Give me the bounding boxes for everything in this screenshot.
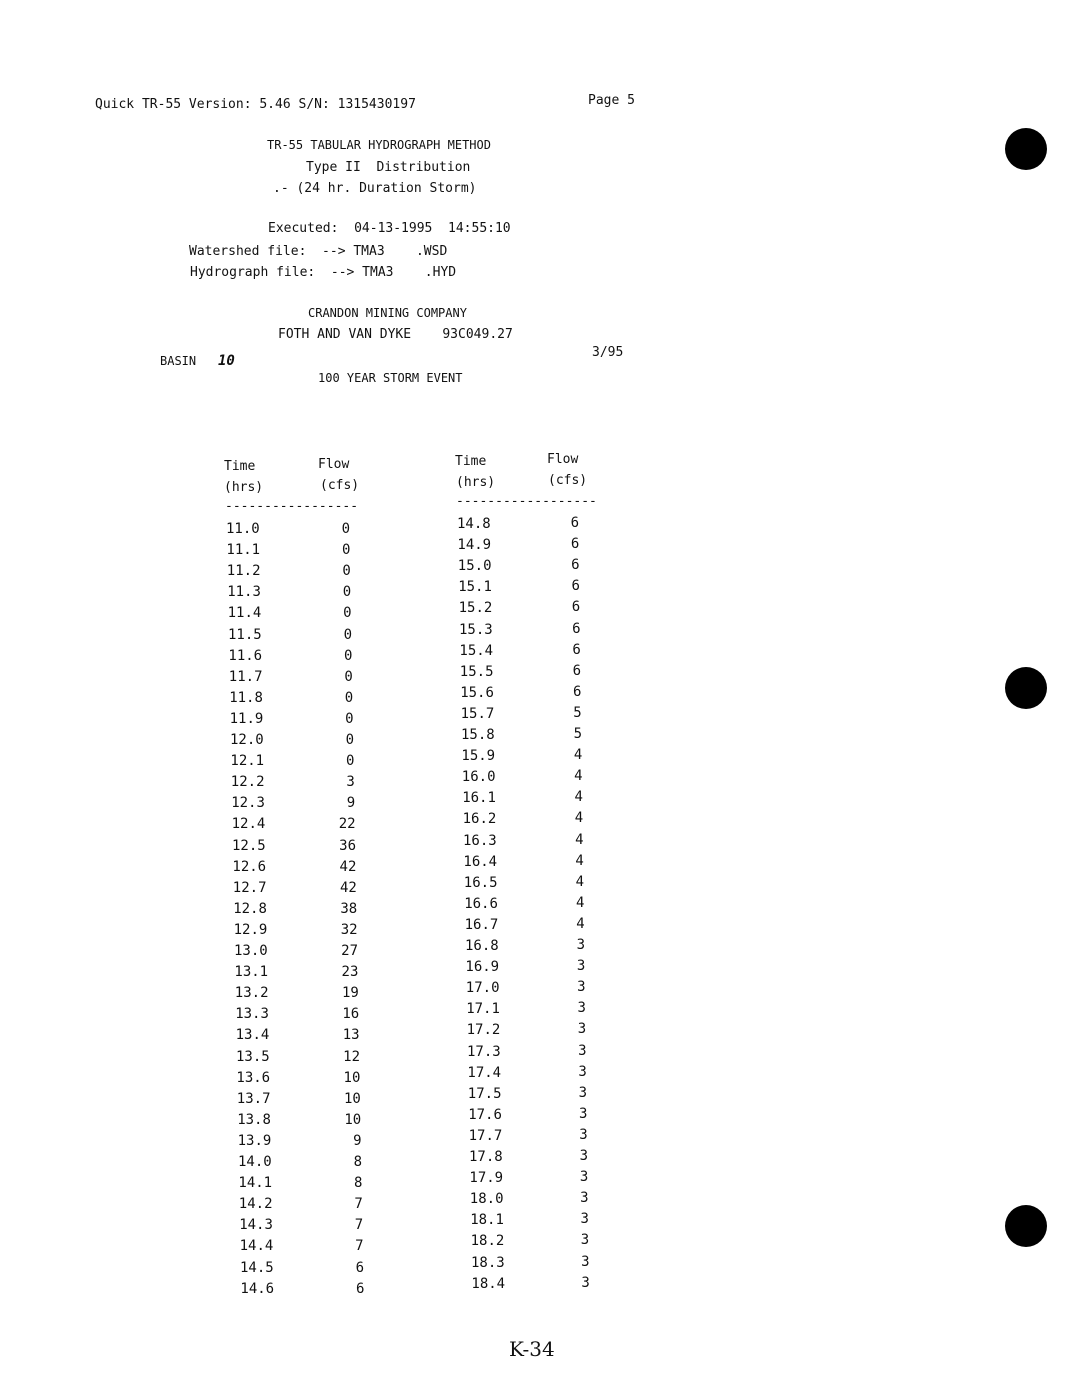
left-flow-cell: 7 <box>355 1238 364 1255</box>
left-time-cell: 12.9 <box>233 921 268 938</box>
left-time-cell: 14.4 <box>239 1238 274 1255</box>
right-time-cell: 17.9 <box>469 1170 504 1187</box>
right-flow-cell: 3 <box>576 937 585 953</box>
left-flow-cell: 10 <box>343 1090 361 1107</box>
left-time-cell: 13.1 <box>234 964 269 981</box>
left-flow-header: Flow <box>318 457 350 472</box>
left-time-cell: 11.3 <box>227 584 261 601</box>
left-time-cell: 14.5 <box>240 1259 274 1276</box>
left-time-cell: 12.8 <box>233 900 267 917</box>
left-flow-cell: 10 <box>344 1111 362 1128</box>
right-time-cell: 16.5 <box>463 874 498 891</box>
left-time-cell: 12.5 <box>232 837 266 854</box>
left-time-cell: 13.8 <box>237 1111 271 1128</box>
right-time-cell: 16.1 <box>462 790 496 807</box>
left-time-cell: 12.6 <box>232 858 267 875</box>
right-flow-cell: 6 <box>571 578 580 595</box>
right-time-cell: 14.9 <box>457 537 492 554</box>
right-flow-header: Flow <box>547 452 579 467</box>
left-time-cell: 13.5 <box>236 1048 270 1065</box>
left-flow-cell: 32 <box>340 921 358 938</box>
right-time-cell: 15.2 <box>458 600 493 617</box>
right-flow-cell: 4 <box>575 852 584 869</box>
left-time-cell: 14.2 <box>238 1196 273 1213</box>
left-time-cell: 12.4 <box>231 816 266 833</box>
left-time-cell: 12.3 <box>231 795 265 812</box>
left-time-cell: 14.6 <box>240 1280 275 1297</box>
right-flow-cell: 6 <box>572 641 581 658</box>
binder-hole-bottom <box>1005 1205 1047 1247</box>
right-divider: ------------------ <box>456 494 597 509</box>
left-flow-cell: 36 <box>339 837 356 854</box>
left-flow-cell: 0 <box>343 626 352 643</box>
left-flow-cell: 0 <box>341 521 350 537</box>
right-flow-cell: 5 <box>573 726 582 742</box>
left-flow-cell: 9 <box>346 795 356 812</box>
right-flow-cell: 3 <box>576 958 586 975</box>
left-time-cell: 14.1 <box>238 1175 273 1192</box>
right-time-cell: 15.0 <box>457 558 492 575</box>
left-flow-cell: 6 <box>355 1259 364 1276</box>
right-flow-cell: 6 <box>572 620 581 637</box>
left-time-cell: 11.0 <box>226 521 260 537</box>
left-flow-unit: (cfs) <box>320 478 360 493</box>
right-flow-cell: 4 <box>574 768 583 785</box>
right-flow-cell: 4 <box>573 747 583 764</box>
right-flow-cell: 3 <box>581 1253 590 1270</box>
right-flow-cell: 3 <box>577 1000 586 1017</box>
left-flow-cell: 0 <box>344 668 353 685</box>
left-flow-cell: 9 <box>353 1132 362 1149</box>
right-time-cell: 16.3 <box>463 832 497 849</box>
left-time-cell: 12.0 <box>230 732 264 748</box>
right-time-header: Time <box>455 454 487 469</box>
right-flow-cell: 3 <box>579 1169 589 1186</box>
right-flow-cell: 4 <box>575 894 585 911</box>
right-flow-cell: 3 <box>577 1021 587 1038</box>
left-divider: ----------------- <box>225 499 359 514</box>
left-time-cell: 13.2 <box>234 985 269 1002</box>
left-time-cell: 11.4 <box>227 605 262 622</box>
left-flow-cell: 6 <box>355 1280 365 1297</box>
left-time-cell: 13.9 <box>237 1132 272 1149</box>
left-flow-cell: 27 <box>341 943 358 959</box>
left-time-cell: 13.7 <box>236 1090 271 1107</box>
right-flow-cell: 3 <box>578 1105 588 1122</box>
duration-label: .- (24 hr. Duration Storm) <box>273 181 477 196</box>
left-flow-cell: 0 <box>343 605 352 622</box>
right-time-cell: 15.6 <box>460 684 494 701</box>
left-flow-cell: 0 <box>341 542 351 559</box>
page-identifier: K-34 <box>509 1337 555 1361</box>
right-time-cell: 18.0 <box>469 1191 504 1208</box>
right-time-cell: 18.3 <box>471 1254 505 1271</box>
right-time-cell: 15.8 <box>461 727 495 743</box>
right-time-cell: 17.4 <box>467 1064 502 1081</box>
left-time-cell: 13.3 <box>235 1006 269 1023</box>
left-flow-cell: 10 <box>343 1069 361 1086</box>
right-time-cell: 16.7 <box>464 916 499 933</box>
right-flow-cell: 3 <box>578 1084 588 1101</box>
left-time-cell: 11.2 <box>226 563 261 580</box>
right-flow-cell: 6 <box>572 662 582 679</box>
method-title: TR-55 TABULAR HYDROGRAPH METHOD <box>267 138 491 152</box>
left-time-cell: 11.6 <box>228 647 263 664</box>
left-flow-cell: 42 <box>339 879 357 896</box>
right-time-unit: (hrs) <box>456 475 496 490</box>
left-time-cell: 13.0 <box>234 943 268 959</box>
left-flow-cell: 22 <box>338 816 356 833</box>
right-flow-cell: 6 <box>570 515 579 531</box>
binder-hole-middle <box>1005 667 1047 709</box>
right-time-cell: 16.6 <box>464 895 498 912</box>
right-time-cell: 16.2 <box>462 811 497 828</box>
left-flow-cell: 8 <box>353 1154 362 1170</box>
page-number: Page 5 <box>588 93 635 108</box>
watershed-file-line: Watershed file: --> TMA3 .WSD <box>189 244 448 259</box>
right-time-cell: 16.0 <box>461 769 496 786</box>
hydrograph-file-line: Hydrograph file: --> TMA3 .HYD <box>190 265 457 280</box>
right-time-cell: 17.7 <box>468 1127 503 1144</box>
left-flow-cell: 8 <box>353 1175 363 1192</box>
left-time-cell: 14.0 <box>238 1154 272 1170</box>
right-flow-cell: 3 <box>577 979 586 996</box>
left-flow-cell: 19 <box>341 985 359 1002</box>
left-time-cell: 11.7 <box>228 668 263 685</box>
right-time-cell: 17.3 <box>467 1043 501 1060</box>
left-flow-cell: 0 <box>342 563 351 580</box>
right-flow-cell: 4 <box>575 873 585 890</box>
left-flow-cell: 3 <box>346 774 355 791</box>
left-flow-cell: 7 <box>354 1196 363 1213</box>
right-time-cell: 15.9 <box>461 748 496 765</box>
right-flow-cell: 6 <box>571 599 581 616</box>
right-time-cell: 17.2 <box>466 1022 501 1039</box>
left-flow-cell: 0 <box>345 732 354 748</box>
left-time-cell: 13.4 <box>235 1027 270 1044</box>
left-time-header: Time <box>224 459 256 474</box>
right-flow-cell: 4 <box>576 915 585 932</box>
right-flow-cell: 3 <box>580 1190 589 1207</box>
right-time-cell: 17.6 <box>468 1106 502 1123</box>
basin-number: 10 <box>218 353 235 369</box>
right-time-cell: 17.1 <box>466 1001 500 1018</box>
left-flow-cell: 0 <box>345 710 354 727</box>
right-flow-cell: 4 <box>574 810 584 827</box>
left-flow-cell: 12 <box>343 1048 360 1065</box>
right-flow-cell: 3 <box>581 1274 590 1291</box>
distribution-label: Type II Distribution <box>306 160 471 175</box>
right-time-cell: 18.2 <box>470 1233 505 1250</box>
left-time-cell: 11.5 <box>228 626 262 643</box>
left-flow-cell: 13 <box>342 1027 360 1044</box>
right-time-cell: 17.5 <box>467 1085 502 1102</box>
right-flow-cell: 6 <box>572 683 582 700</box>
right-time-cell: 15.7 <box>460 705 495 722</box>
left-flow-cell: 42 <box>339 858 357 875</box>
right-flow-cell: 4 <box>574 789 583 806</box>
left-flow-cell: 0 <box>343 647 353 664</box>
right-flow-cell: 6 <box>570 536 580 553</box>
left-time-cell: 12.7 <box>232 879 267 896</box>
storm-event-title: 100 YEAR STORM EVENT <box>318 371 463 385</box>
right-time-cell: 18.1 <box>470 1212 504 1229</box>
right-flow-cell: 3 <box>578 1042 587 1059</box>
left-time-cell: 12.1 <box>230 753 265 770</box>
right-time-cell: 17.0 <box>465 980 500 997</box>
right-time-cell: 15.1 <box>458 579 492 596</box>
right-flow-cell: 3 <box>580 1232 590 1249</box>
right-time-cell: 16.4 <box>463 853 498 870</box>
right-flow-cell: 4 <box>575 831 584 848</box>
right-time-cell: 16.9 <box>465 959 500 976</box>
right-flow-unit: (cfs) <box>548 473 588 488</box>
right-time-cell: 17.8 <box>469 1149 503 1165</box>
executed-line: Executed: 04-13-1995 14:55:10 <box>268 221 511 236</box>
left-flow-cell: 0 <box>344 689 354 706</box>
left-flow-cell: 0 <box>345 753 355 770</box>
left-time-cell: 11.1 <box>226 542 261 559</box>
date-label: 3/95 <box>592 345 624 360</box>
binder-hole-top <box>1005 128 1047 170</box>
version-line: Quick TR-55 Version: 5.46 S/N: 1315430197 <box>95 97 416 112</box>
right-flow-cell: 3 <box>579 1126 588 1143</box>
right-flow-cell: 6 <box>571 557 580 574</box>
left-flow-cell: 16 <box>342 1006 360 1023</box>
basin-label: BASIN <box>160 354 197 368</box>
left-flow-cell: 38 <box>340 900 358 917</box>
right-time-cell: 14.8 <box>457 516 491 532</box>
left-time-cell: 14.3 <box>239 1217 273 1234</box>
right-time-cell: 16.8 <box>465 938 499 954</box>
consultant-line: FOTH AND VAN DYKE 93C049.27 <box>278 327 513 342</box>
right-time-cell: 15.3 <box>459 621 493 638</box>
right-time-cell: 15.5 <box>459 663 494 680</box>
left-time-unit: (hrs) <box>224 480 264 495</box>
right-flow-cell: 5 <box>573 704 582 721</box>
company-name: CRANDON MINING COMPANY <box>308 306 467 320</box>
right-flow-cell: 3 <box>580 1211 589 1228</box>
right-flow-cell: 3 <box>579 1148 588 1164</box>
right-time-cell: 15.4 <box>459 642 494 659</box>
right-time-cell: 18.4 <box>471 1275 506 1292</box>
left-time-cell: 11.9 <box>229 710 264 727</box>
left-flow-cell: 0 <box>342 584 352 601</box>
right-flow-cell: 3 <box>578 1063 587 1080</box>
left-flow-cell: 23 <box>341 964 359 981</box>
left-flow-cell: 7 <box>354 1217 364 1234</box>
left-time-cell: 13.6 <box>236 1069 271 1086</box>
left-time-cell: 12.2 <box>230 774 265 791</box>
left-time-cell: 11.8 <box>229 689 263 706</box>
